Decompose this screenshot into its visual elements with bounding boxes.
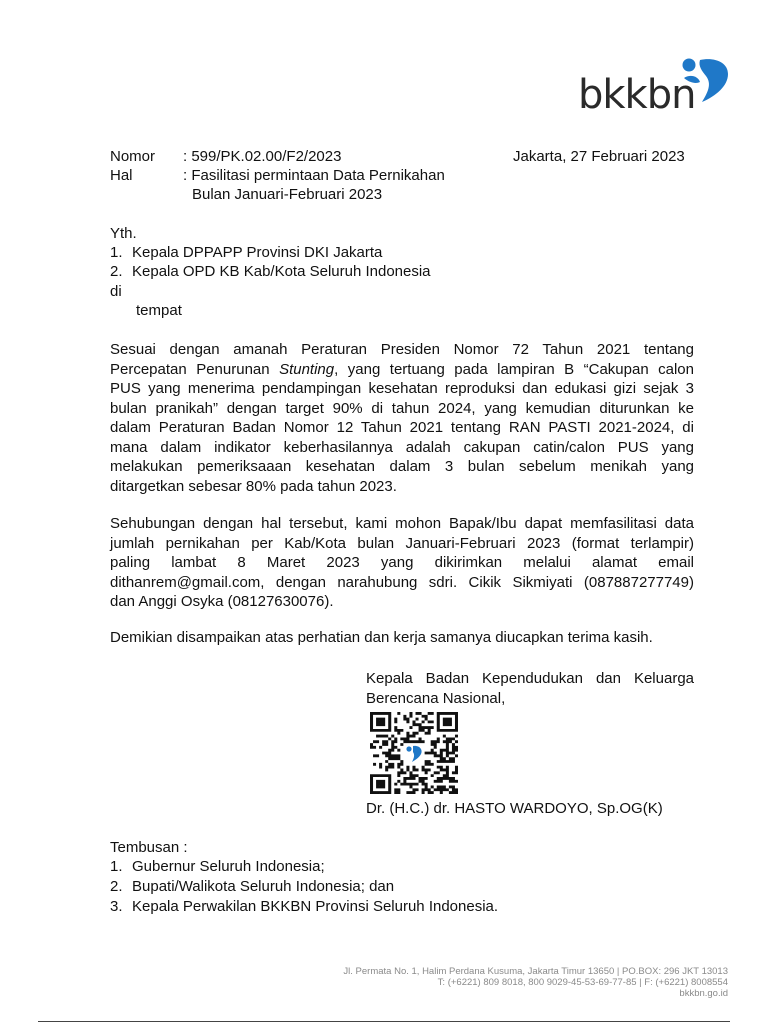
nomor-value: : 599/PK.02.00/F2/2023 bbox=[183, 148, 342, 165]
paragraph-2: Sehubungan dengan hal tersebut, kami mohon Bapak/Ibu dapat memfasilitasi data jumlah pernikahan per Kab/Kota bulan Januari-Februari 2023 (format terlampir) paling lambat 8 Maret 2023 yang dikirimkan melalui alamat email dithanrem@gmail.com, dengan narahubung sdri. Cikik Sikmiyati (087887277749) dan Anggi Osyka (08127630076). bbox=[110, 515, 694, 610]
footer-address: Jl. Permata No. 1, Halim Perdana Kusuma, Jakarta Timur 13650 | PO.BOX: 296 JKT 13013 T: (+6221) 809 8018, 800 9029-45-53-69-77-85 | F: (+6221) 8008554 bkkbn.go.id bbox=[343, 966, 728, 999]
hal-value: : Fasilitasi permintaan Data Pernikahan bbox=[183, 167, 445, 184]
tempat-label: tempat bbox=[136, 302, 182, 319]
paragraph-3: Demikian disampaikan atas perhatian dan kerja samanya diucapkan terima kasih. bbox=[110, 629, 653, 646]
di-label: di bbox=[110, 283, 122, 300]
recipient-number: 2. bbox=[110, 263, 123, 280]
signature-title: Kepala Badan Kependudukan dan Keluarga Berencana Nasional, bbox=[366, 670, 694, 707]
tembusan-text: Bupati/Walikota Seluruh Indonesia; dan bbox=[132, 878, 395, 895]
tembusan-item bbox=[110, 878, 395, 895]
recipient-number: 1. bbox=[110, 244, 123, 261]
hal-value-continued: Bulan Januari-Februari 2023 bbox=[192, 186, 383, 203]
signatory-name: Dr. (H.C.) dr. HASTO WARDOYO, Sp.OG(K) bbox=[366, 800, 663, 817]
tembusan-number: 2. bbox=[110, 878, 123, 895]
recipient-item bbox=[110, 244, 383, 261]
letter-date: Jakarta, 27 Februari 2023 bbox=[513, 148, 685, 165]
hal-label: Hal bbox=[110, 167, 133, 184]
paragraph-1: Sesuai dengan amanah Peraturan Presiden Nomor 72 Tahun 2021 tentang Percepatan Penurunan Stunting, yang tertuang pada lampiran B “Cakupan calon PUS yang menerima pendampingan kesehatan reproduksi dan edukasi gizi sejak 3 bulan pranikah” dengan target 90% di tahun 2024, yang kemudian diturunkan ke dalam Peraturan Badan Nomor 12 Tahun 2021 tentang RAN PASTI 2021-2024, di mana dalam indikator keberhasilannya adalah cakupan catin/calon PUS yang melakukan pemeriksaaan kesehatan dalam 3 bulan sebelum menikah yang ditargetkan sebesar 80% pada tahun 2023. bbox=[110, 341, 694, 495]
tembusan-number: 3. bbox=[110, 898, 123, 915]
bottom-divider bbox=[38, 1021, 730, 1022]
recipient-text: Kepala DPPAPP Provinsi DKI Jakarta bbox=[132, 244, 383, 261]
recipient-item bbox=[110, 263, 431, 280]
tembusan-label: Tembusan : bbox=[110, 839, 188, 856]
tembusan-item bbox=[110, 898, 499, 915]
yth-label: Yth. bbox=[110, 225, 137, 242]
nomor-label: Nomor bbox=[110, 148, 156, 165]
tembusan-number: 1. bbox=[110, 858, 123, 875]
recipient-text: Kepala OPD KB Kab/Kota Seluruh Indonesia bbox=[132, 263, 431, 280]
tembusan-item bbox=[110, 858, 325, 875]
qr-center-emblem-icon bbox=[406, 746, 421, 762]
tembusan-text: Kepala Perwakilan BKKBN Provinsi Seluruh Indonesia. bbox=[132, 898, 499, 915]
signature-qr-code bbox=[370, 712, 458, 794]
tembusan-text: Gubernur Seluruh Indonesia; bbox=[132, 858, 325, 875]
logo-wordmark: bkkbn bbox=[578, 72, 696, 118]
